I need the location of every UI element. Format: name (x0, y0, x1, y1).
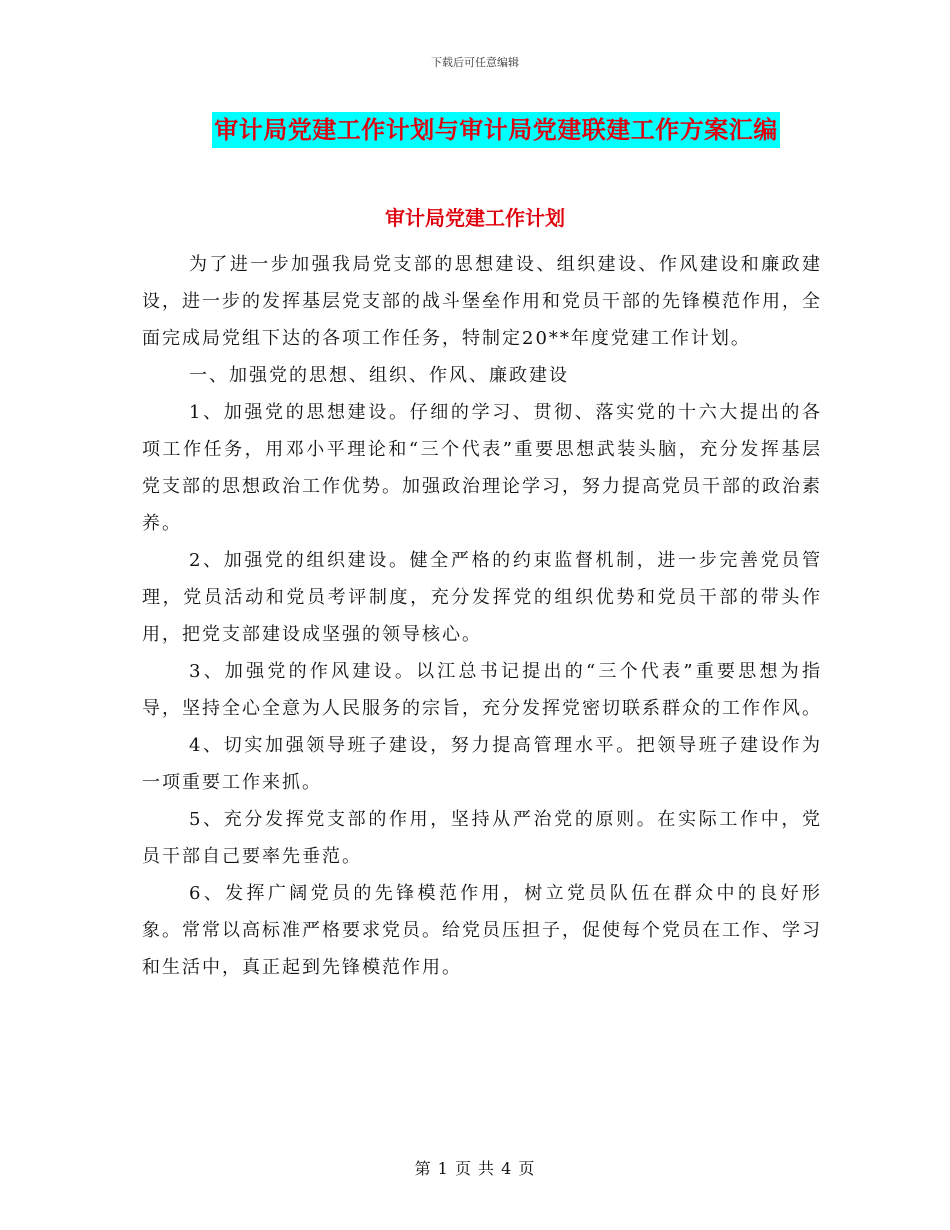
paragraph-item-3: 3、加强党的作风建设。以江总书记提出的“三个代表”重要思想为指导，坚持全心全意为人民服务的宗旨，充分发挥党密切联系群众的工作作风。 (142, 661, 822, 719)
paragraph-item-1: 1、加强党的思想建设。仔细的学习、贯彻、落实党的十六大提出的各项工作任务，用邓小平理论和“三个代表”重要思想武装头脑，充分发挥基层党支部的思想政治工作优势。加强政治理论学习，努力提高党员干部的政治素养。 (142, 402, 822, 534)
paragraph-item-5: 5、充分发挥党支部的作用，坚持从严治党的原则。在实际工作中，党员干部自己要率先垂范。 (142, 809, 822, 867)
page-footer: 第 1 页 共 4 页 (414, 1159, 536, 1178)
document-title: 审计局党建工作计划与审计局党建联建工作方案汇编 (212, 112, 780, 148)
paragraph-heading-1: 一、加强党的思想、组织、作风、廉政建设 (189, 365, 569, 386)
paragraph-item-4: 4、切实加强领导班子建设，努力提高管理水平。把领导班子建设作为一项重要工作来抓。 (142, 735, 822, 793)
main-title-wrap (0, 112, 950, 148)
document-body (142, 246, 822, 986)
section-title: 审计局党建工作计划 (385, 206, 565, 230)
header-note: 下载后可任意编辑 (431, 56, 519, 69)
paragraph-item-2: 2、加强党的组织建设。健全严格的约束监督机制，进一步完善党员管理，党员活动和党员考评制度，充分发挥党的组织优势和党员干部的带头作用，把党支部建设成坚强的领导核心。 (142, 550, 822, 645)
paragraph-intro: 为了进一步加强我局党支部的思想建设、组织建设、作风建设和廉政建设，进一步的发挥基层党支部的战斗堡垒作用和党员干部的先锋模范作用，全面完成局党组下达的各项工作任务，特制定20**年度党建工作计划。 (142, 254, 822, 349)
paragraph-item-6: 6、发挥广阔党员的先锋模范作用，树立党员队伍在群众中的良好形象。常常以高标准严格要求党员。给党员压担子，促使每个党员在工作、学习和生活中，真正起到先锋模范作用。 (142, 883, 822, 978)
